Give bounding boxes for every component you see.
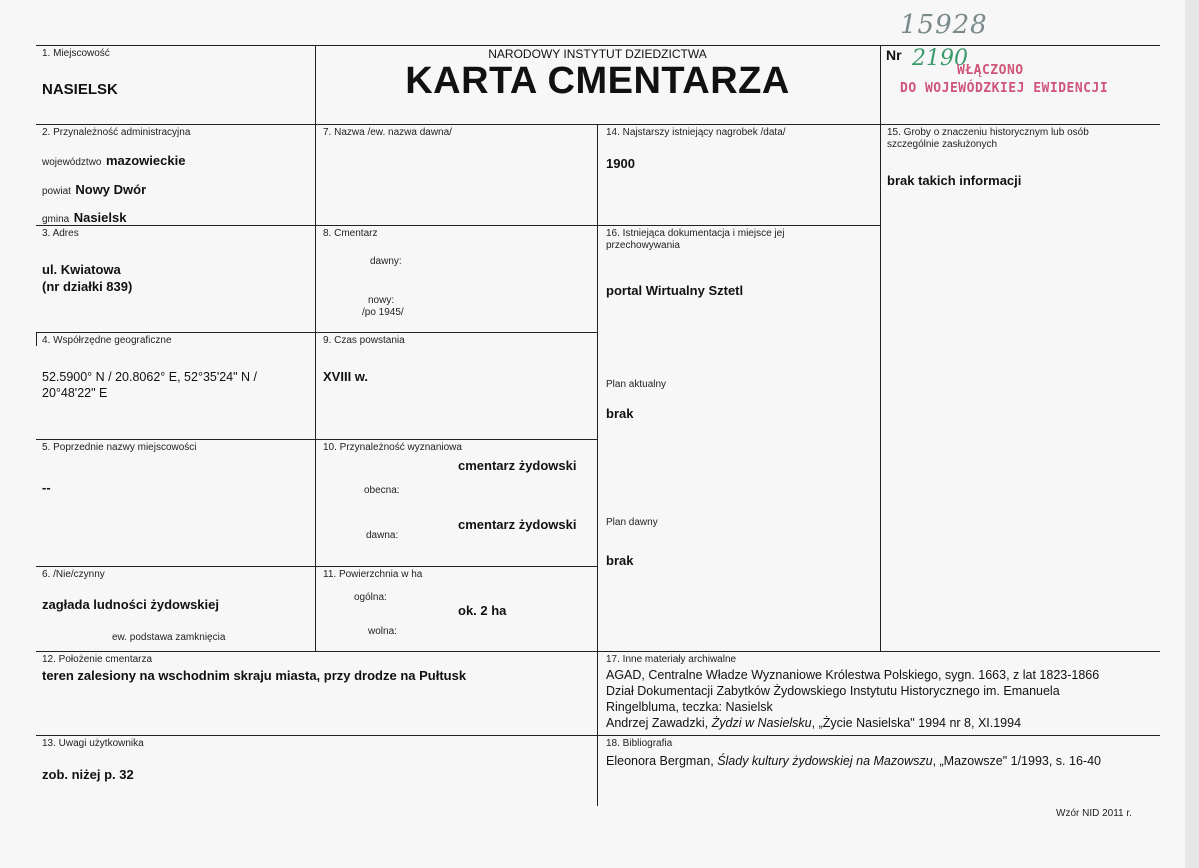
rule-col-2 <box>597 124 598 806</box>
rule-col-3 <box>880 45 881 651</box>
gmina-value: Nasielsk <box>73 210 127 225</box>
f3-label: 3. Adres <box>42 228 79 239</box>
f16-label-2: przechowywania <box>606 240 680 251</box>
f14-label: 14. Najstarszy istniejący nagrobek /data/ <box>606 127 786 138</box>
plan-aktualny-value: brak <box>606 406 634 421</box>
rule-row-d <box>36 566 597 567</box>
gmina-prefix: gmina <box>42 214 70 225</box>
rule-f4-mark <box>36 332 37 346</box>
f17-line1: AGAD, Centralne Władze Wyznaniowe Królestwa Polskiego, sygn. 1663, z lat 1823-1866 <box>606 668 1100 682</box>
page-title: KARTA CMENTARZA <box>405 60 790 102</box>
voiv-prefix: województwo <box>42 157 102 168</box>
f18-label: 18. Bibliografia <box>606 738 673 749</box>
footer-template-note: Wzór NID 2011 r. <box>1056 808 1132 819</box>
f16-value: portal Wirtualny Sztetl <box>606 283 744 298</box>
f17-line4 <box>606 716 1021 730</box>
powiat-value: Nowy Dwór <box>75 182 147 197</box>
f6-label: 6. /Nie/czynny <box>42 569 105 580</box>
f10-label: 10. Przynależność wyznaniowa <box>323 442 462 453</box>
f11-wolna: wolna: <box>368 626 397 637</box>
rule-row-c <box>36 439 597 440</box>
nr-label: Nr <box>886 47 902 63</box>
f17-label: 17. Inne materiały archiwalne <box>606 654 737 665</box>
rule-header-bottom <box>36 124 1160 125</box>
f13-label: 13. Uwagi użytkownika <box>42 738 144 749</box>
f8-nowy: nowy: <box>368 295 395 306</box>
f18-value <box>606 754 1101 768</box>
f3-line1: ul. Kwiatowa <box>42 262 121 277</box>
f7-label: 7. Nazwa /ew. nazwa dawna/ <box>323 127 452 138</box>
f8-label: 8. Cmentarz <box>323 228 378 239</box>
f13-value: zob. niżej p. 32 <box>42 767 134 782</box>
f10-obecna: obecna: <box>364 485 400 496</box>
f17-line4-a: Andrzej Zawadzki, <box>606 716 712 730</box>
f18-c: , „Mazowsze" 1/1993, s. 16-40 <box>932 754 1101 768</box>
stamp-line-1: WŁĄCZONO <box>957 63 1024 78</box>
f4-line1: 52.5900° N / 20.8062° E, 52°35'24" N / <box>42 370 258 384</box>
f10-obecna-value: cmentarz żydowski <box>458 458 577 473</box>
rule-row-e <box>36 651 1160 652</box>
f18-b: Ślady kultury żydowskiej na Mazowszu <box>717 754 933 768</box>
f17-line3: Ringelbluma, teczka: Nasielsk <box>606 700 773 714</box>
f9-label: 9. Czas powstania <box>323 335 405 346</box>
f2-voiv <box>42 152 185 170</box>
f4-line2: 20°48'22" E <box>42 386 108 400</box>
f3-line2: (nr działki 839) <box>42 279 133 294</box>
f2-gmina <box>42 209 126 227</box>
f10-dawna: dawna: <box>366 530 399 541</box>
f2-label: 2. Przynależność administracyjna <box>42 127 191 138</box>
f17-line2: Dział Dokumentacji Zabytków Żydowskiego Instytutu Historycznego im. Emanuela <box>606 684 1060 698</box>
f15-value: brak takich informacji <box>887 173 1022 188</box>
nr-value: 2190 <box>912 46 968 71</box>
voiv-value: mazowieckie <box>105 153 186 168</box>
handwritten-number: 15928 <box>900 10 988 40</box>
f15-label-2: szczególnie zasłużonych <box>887 139 998 150</box>
f12-label: 12. Położenie cmentarza <box>42 654 153 665</box>
f8-po1945: /po 1945/ <box>362 307 404 318</box>
scan-edge <box>1185 0 1199 868</box>
f16-label-1: 16. Istniejąca dokumentacja i miejsce jej <box>606 228 785 239</box>
f6-value: zagłada ludności żydowskiej <box>42 597 219 612</box>
rule-row-a <box>36 225 880 226</box>
f11-label: 11. Powierzchnia w ha <box>323 569 423 580</box>
f1-label: 1. Miejscowość <box>42 48 110 59</box>
institute-name: NARODOWY INSTYTUT DZIEDZICTWA <box>488 47 707 61</box>
rule-row-b <box>36 332 597 333</box>
f4-label: 4. Współrzędne geograficzne <box>42 335 172 346</box>
f12-value: teren zalesiony na wschodnim skraju miasta, przy drodze na Pułtusk <box>42 668 467 683</box>
f6-sub: ew. podstawa zamknięcia <box>112 632 226 643</box>
f10-dawna-value: cmentarz żydowski <box>458 517 577 532</box>
f2-powiat <box>42 181 146 199</box>
rule-col-1 <box>315 45 316 651</box>
f5-label: 5. Poprzednie nazwy miejscowości <box>42 442 197 453</box>
f8-dawny: dawny: <box>370 256 402 267</box>
f1-value: NASIELSK <box>42 81 118 98</box>
stamp-line-2: DO WOJEWÓDZKIEJ EWIDENCJI <box>900 81 1109 96</box>
plan-aktualny-label: Plan aktualny <box>606 379 667 390</box>
f17-line4-b: Żydzi w Nasielsku <box>711 716 812 730</box>
powiat-prefix: powiat <box>42 186 71 197</box>
f11-value: ok. 2 ha <box>458 603 507 618</box>
rule-row-f <box>36 735 1160 736</box>
plan-dawny-value: brak <box>606 553 634 568</box>
f14-value: 1900 <box>606 156 635 171</box>
f17-line4-c: , „Życie Nasielska" 1994 nr 8, XI.1994 <box>811 716 1022 730</box>
f11-ogolna: ogólna: <box>354 592 387 603</box>
f18-a: Eleonora Bergman, <box>606 754 718 768</box>
f15-label-1: 15. Groby o znaczeniu historycznym lub osób <box>887 127 1089 138</box>
rule-top <box>36 45 1160 46</box>
f5-value: -- <box>42 480 51 495</box>
f9-value: XVIII w. <box>323 369 369 384</box>
plan-dawny-label: Plan dawny <box>606 517 658 528</box>
